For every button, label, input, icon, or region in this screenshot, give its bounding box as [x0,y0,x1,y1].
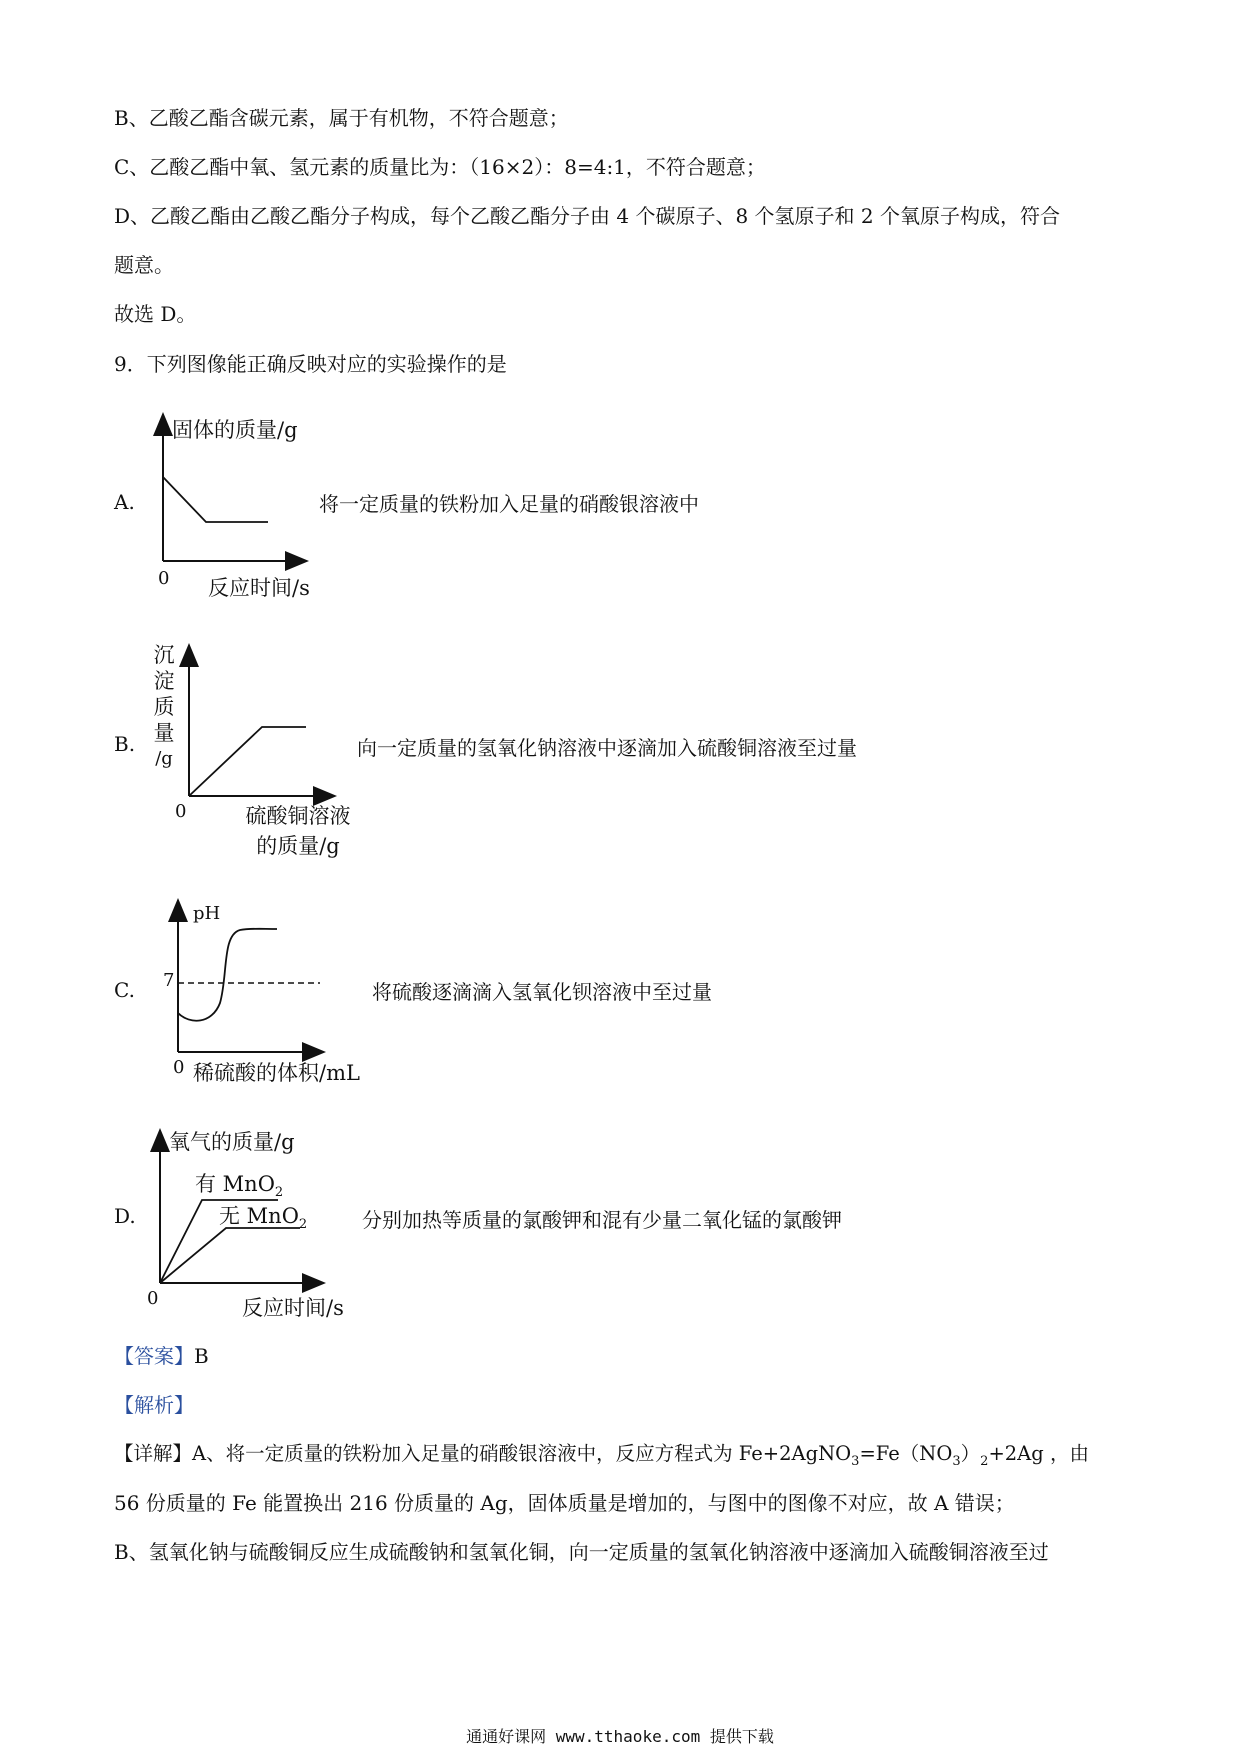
option-d-description: 分别加热等质量的氯酸钾和混有少量二氧化锰的氯酸钾 [362,1208,842,1232]
option-a-letter: A. [114,490,135,514]
graph-b-y-label-3: 质 [153,695,175,719]
graph-b-y-label-5: /g [155,748,173,769]
option-d-letter: D. [114,1204,136,1228]
graph-a-curve [163,477,268,522]
detail-l1-b: =Fe（NO [859,1442,953,1465]
graph-b-y-label [152,642,176,772]
option-c-letter: C. [114,978,135,1002]
answer-label: 【答案】 [114,1344,194,1368]
graph-c-y-label: pH [193,903,221,924]
choose-answer: 故选 D。 [114,302,197,326]
graph-b-y-label-2: 淀 [153,669,175,693]
graph-c-x-label: 稀硫酸的体积/mL [193,1061,360,1085]
detail-l1-sub-b: 3 [952,1453,961,1469]
graph-c-tick-7: 7 [163,970,175,991]
detail-l1-sub-a: 3 [851,1453,860,1469]
graph-d-origin: 0 [147,1288,159,1309]
graph-d-series-2-subscript: 2 [298,1217,308,1233]
graph-a-origin: 0 [158,568,170,589]
answer-line [114,1342,209,1370]
graph-d-series-1-text: 有 MnO [195,1172,275,1196]
graph-b-x-label-1: 硫酸铜溶液 [245,804,351,828]
analysis-line [114,1391,194,1419]
detail-l1-d: +2Ag ，由 [988,1442,1089,1465]
graph-c [178,902,322,1052]
graph-a-x-label: 反应时间/s [208,576,310,600]
graph-d-y-label: 氧气的质量/g [169,1130,295,1154]
graph-b-curve [189,727,306,796]
graph-c-origin: 0 [173,1057,185,1078]
answer-value: B [194,1344,209,1368]
graph-b [189,647,333,796]
graph-b-y-label-4: 量 [153,721,175,745]
detail-l1-sub-c: 2 [980,1453,989,1469]
graph-b-origin: 0 [175,801,187,822]
graph-b-y-label-1: 沉 [153,643,175,667]
detail-l1-c: ） [960,1442,981,1465]
graph-b-x-label [233,801,363,861]
graph-d-series-1-subscript: 2 [274,1185,284,1201]
graph-b-x-label-2: 的质量/g [256,834,340,858]
detail-label: 【详解】 [114,1442,193,1465]
option-d-explanation-line1: D、乙酸乙酯由乙酸乙酯分子构成，每个乙酸乙酯分子由 4 个碳原子、8 个氢原子和 2 个氧原子构成，符合 [114,204,1060,228]
footer-watermark: 通通好课网 www.tthaoke.com 提供下载 [466,1727,774,1746]
graph-a-y-label: 固体的质量/g [172,418,298,442]
detail-line-3: B、氢氧化钠与硫酸铜反应生成硫酸钠和氢氧化铜，向一定质量的氢氧化钠溶液中逐滴加入硫酸铜溶液至过 [114,1540,1049,1564]
graph-c-curve [178,929,277,1021]
graph-d-series-with-mno2-label [195,1168,283,1200]
option-c-explanation: C、乙酸乙酯中氧、氢元素的质量比为：（16×2）：8=4:1，不符合题意； [114,155,766,179]
option-b-letter: B. [114,732,136,756]
graph-d-series-without-mno2-label [219,1200,307,1232]
detail-line-1 [114,1440,1089,1476]
option-b-description: 向一定质量的氢氧化钠溶液中逐滴加入硫酸铜溶液至过量 [357,736,857,760]
option-c-description: 将硫酸逐滴滴入氢氧化钡溶液中至过量 [372,980,712,1004]
option-d-explanation-line2: 题意。 [114,253,174,277]
option-a-description: 将一定质量的铁粉加入足量的硝酸银溶液中 [319,492,699,516]
detail-l1-a: A、将一定质量的铁粉加入足量的硝酸银溶液中，反应方程式为 Fe+2AgNO [192,1442,852,1465]
graph-d-series-2-text: 无 MnO [219,1204,299,1228]
graph-d-series-without-mno2 [160,1228,300,1283]
graph-d-x-label: 反应时间/s [242,1296,344,1320]
question-9: 9．下列图像能正确反映对应的实验操作的是 [114,352,507,376]
detail-line-2: 56 份质量的 Fe 能置换出 216 份质量的 Ag，固体质量是增加的，与图中的图像不对应，故 A 错误； [114,1491,1015,1515]
analysis-label: 【解析】 [114,1393,194,1417]
option-b-explanation: B、乙酸乙酯含碳元素，属于有机物，不符合题意； [114,106,569,130]
